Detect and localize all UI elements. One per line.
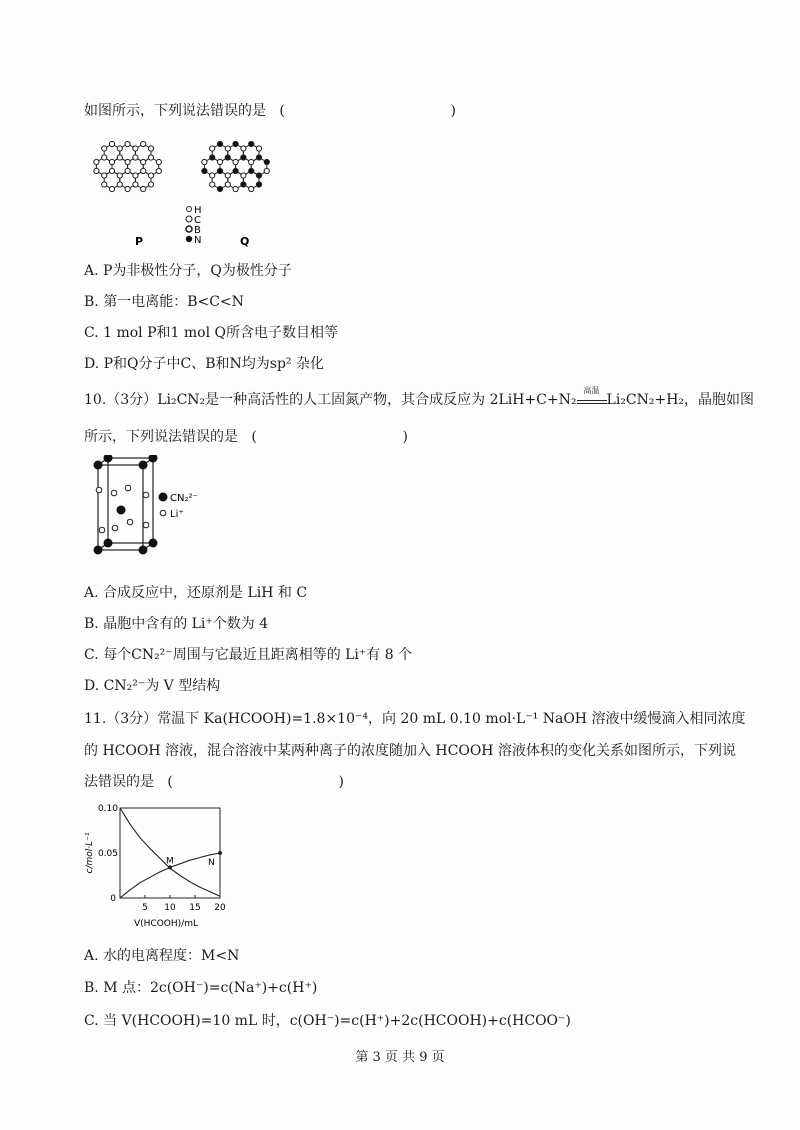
atom: [102, 155, 107, 160]
atom: [125, 159, 130, 164]
q10-option-b: B. 晶胞中含有的 Li⁺个数为 4: [84, 616, 269, 632]
atom: [125, 186, 130, 191]
atom: [249, 141, 254, 146]
x-tick-label: 5: [142, 903, 148, 913]
q11-stem-line2: 的 HCOOH 溶液，混合溶液中某两种离子的浓度随加入 HCOOH 溶液体积的变化关系如图所示，下列说: [84, 743, 736, 759]
q9-stem-text: 如图所示，下列说法错误的是: [84, 103, 266, 119]
legend-cn2-marker: [159, 493, 168, 502]
atom: [125, 168, 130, 173]
atom: [109, 159, 114, 164]
cn2-ions: [94, 455, 158, 555]
legend-n-label: N: [194, 235, 202, 246]
series-line-1: [120, 808, 220, 896]
q10-stem-line1: [84, 386, 755, 409]
atom: [156, 159, 161, 164]
atom: [217, 159, 222, 164]
atom: [233, 168, 238, 173]
atom: [133, 155, 138, 160]
atom: [233, 159, 238, 164]
atom: [94, 168, 99, 173]
q11-option-b: B. M 点：2c(OH⁻)=c(Na⁺)+c(H⁺): [84, 980, 318, 996]
atom: [141, 168, 146, 173]
q11-number: 11.: [84, 711, 107, 727]
annotation-M: M: [166, 856, 174, 867]
atom: [109, 141, 114, 146]
x-tick-label: 15: [189, 903, 201, 913]
y-tick-label: 0.10: [97, 804, 118, 814]
atom: [210, 173, 215, 178]
legend-h-marker: [187, 207, 192, 212]
atom: [264, 159, 269, 164]
atom: [141, 186, 146, 191]
x-tick-label: 10: [164, 903, 176, 913]
atom: [117, 182, 122, 187]
q10-option-c: C. 每个CN₂²⁻周围与它最近且距离相等的 Li⁺有 8 个: [84, 647, 413, 663]
legend-cn2-label: CN₂²⁻: [170, 493, 198, 504]
q9-option-d: D. P和Q分子中C、B和N均为sp² 杂化: [84, 356, 324, 372]
q9-option-b: B. 第一电离能：B<C<N: [84, 294, 244, 310]
atom: [233, 186, 238, 191]
y-tick-label: 0.05: [97, 849, 118, 859]
q10-option-a: A. 合成反应中，还原剂是 LiH 和 C: [84, 585, 308, 601]
annotation-N: N: [208, 858, 215, 868]
x-tick-label: 20: [214, 903, 226, 913]
legend-h-label: H: [194, 205, 202, 216]
unit-cell-edges: [98, 458, 153, 550]
atom: [225, 155, 230, 160]
atom: [241, 146, 246, 151]
paren-open: (: [251, 429, 257, 445]
atom: [109, 168, 114, 173]
label-q: Q: [240, 235, 250, 248]
atom: [125, 141, 130, 146]
q10-score: （3分）: [106, 392, 158, 408]
paren-close: ): [402, 429, 408, 445]
atom: [264, 168, 269, 173]
atom: [109, 186, 114, 191]
legend-b-marker: [186, 226, 192, 232]
plot-frame: [120, 808, 220, 898]
q9-option-a: A. P为非极性分子，Q为极性分子: [84, 263, 292, 279]
atom: [94, 159, 99, 164]
paren-open: (: [279, 103, 285, 119]
q10-text-part2: Li₂CN₂+H₂，晶胞如图: [606, 392, 755, 408]
q11-option-a: A. 水的电离程度：M<N: [84, 948, 240, 964]
atom: [210, 146, 215, 151]
page-footer: 第 3 页 共 9 页: [355, 1050, 445, 1065]
concentration-chart: [82, 798, 242, 928]
atom: [217, 168, 222, 173]
q11-stem-line3: [84, 771, 344, 791]
chart-series: [120, 808, 220, 898]
atom: [148, 146, 153, 151]
atom: [202, 168, 207, 173]
molecule-p: [94, 141, 162, 191]
q11-score: （3分）: [106, 711, 158, 727]
atom: [117, 146, 122, 151]
q9-stem: [84, 100, 456, 120]
atom: [225, 173, 230, 178]
paren-open: (: [167, 774, 173, 790]
molecule-q: [202, 141, 270, 191]
atom: [249, 186, 254, 191]
atom: [210, 155, 215, 160]
atom: [225, 146, 230, 151]
q11-line3-text: 法错误的是: [84, 774, 154, 790]
q10-number: 10.: [84, 392, 107, 408]
atom: [117, 155, 122, 160]
molecule-figure: [90, 135, 320, 250]
label-p: P: [135, 235, 144, 248]
chart-ticks: [98, 804, 226, 913]
atom: [148, 155, 153, 160]
atom: [241, 173, 246, 178]
origin-label: 0: [110, 894, 116, 904]
atom: [225, 182, 230, 187]
atom: [102, 146, 107, 151]
legend-n-marker: [186, 236, 192, 242]
atom: [133, 182, 138, 187]
legend-c-label: C: [194, 215, 201, 226]
q11-stem-line1: [84, 708, 745, 728]
atom: [148, 182, 153, 187]
q11-line1-text: 常温下 Ka(HCOOH)=1.8×10⁻⁴，向 20 mL 0.10 mol·L⁻¹ NaOH 溶液中缓慢滴入相同浓度: [157, 711, 746, 727]
legend-c-marker: [186, 216, 192, 222]
atom: [133, 173, 138, 178]
atom: [217, 186, 222, 191]
q10-text-part1: Li₂CN₂是一种高活性的人工固氮产物，其合成反应为 2LiH+C+N₂: [157, 392, 577, 408]
atom: [256, 146, 261, 151]
atom: [256, 173, 261, 178]
atom: [233, 141, 238, 146]
atom: [202, 159, 207, 164]
legend-li-label: Li⁺: [170, 509, 184, 520]
molecule-legend: [186, 205, 202, 246]
q10-option-d: D. CN₂²⁻为 V 型结构: [84, 678, 221, 694]
atom: [117, 173, 122, 178]
atom: [210, 182, 215, 187]
atom: [241, 182, 246, 187]
atom: [249, 168, 254, 173]
q10-stem-line2: [84, 426, 408, 446]
y-axis-label: c/mol·L⁻¹: [85, 832, 95, 874]
atom: [141, 141, 146, 146]
condition-label: 高温: [583, 386, 600, 395]
atom: [133, 146, 138, 151]
atom: [102, 173, 107, 178]
q10-line2-text: 所示，下列说法错误的是: [84, 429, 238, 445]
q9-option-c: C. 1 mol P和1 mol Q所含电子数目相等: [84, 325, 338, 341]
atom: [217, 141, 222, 146]
unit-cell-figure: [88, 455, 208, 570]
paren-close: ): [450, 103, 456, 119]
legend-b-label: B: [194, 225, 201, 236]
x-axis-label: V(HCOOH)/mL: [134, 919, 198, 928]
atom: [102, 182, 107, 187]
atom: [256, 182, 261, 187]
atom: [148, 173, 153, 178]
atom: [241, 155, 246, 160]
legend-li-marker: [160, 510, 166, 516]
point-N: [218, 851, 222, 855]
paren-close: ): [338, 774, 344, 790]
atom: [249, 159, 254, 164]
atom: [141, 159, 146, 164]
reaction-condition: [577, 386, 607, 404]
atom: [156, 168, 161, 173]
q11-option-c: C. 当 V(HCOOH)=10 mL 时，c(OH⁻)=c(H⁺)+2c(HCOOH)+c(HCOO⁻): [84, 1013, 571, 1029]
atom: [256, 155, 261, 160]
